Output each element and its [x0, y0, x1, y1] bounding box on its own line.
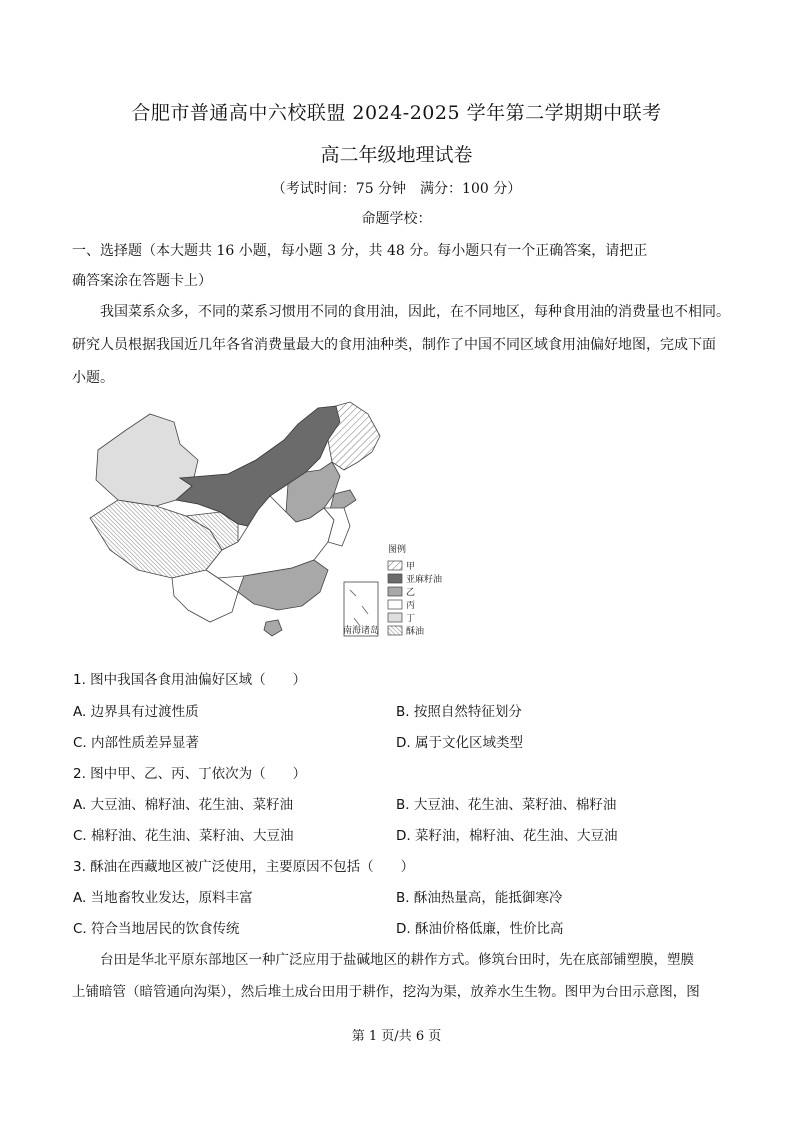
section-intro-line1: 一、选择题（本大题共 16 小题，每小题 3 分，共 48 分。每小题只有一个正确答案，请把正: [72, 243, 648, 259]
q3-option-d: D. 酥油价格低廉，性价比高: [396, 921, 564, 937]
q1-option-a: A. 边界具有过渡性质: [73, 704, 199, 720]
legend-item-flaxseed: [388, 573, 442, 585]
legend-item-ding: [388, 613, 415, 624]
q2-option-c: C. 棉籽油、花生油、菜籽油、大豆油: [73, 828, 294, 844]
legend-item-yi: [388, 587, 415, 598]
china-cooking-oil-map: [88, 400, 468, 652]
passage2-line1: 台田是华北平原东部地区一种广泛应用于盐碱地区的耕作方式。修筑台田时，先在底部铺塑膜，塑膜: [100, 952, 694, 968]
region-yunnan: [172, 570, 238, 622]
q1-option-c: C. 内部性质差异显著: [73, 735, 200, 751]
svg-text:丁: 丁: [406, 614, 416, 624]
svg-text:乙: 乙: [406, 588, 416, 598]
passage1-line2: 研究人员根据我国近几年各省消费量最大的食用油种类，制作了中国不同区域食用油偏好地图，完成下面: [72, 337, 716, 353]
exam-info: （考试时间：75 分钟 满分：100 分）: [271, 181, 522, 197]
legend-item-butter: [388, 625, 424, 637]
svg-text:酥油: 酥油: [406, 627, 425, 637]
legend-item-jia: [388, 561, 415, 572]
exam-subtitle: 高二年级地理试卷: [320, 144, 473, 166]
q1-option-d: D. 属于文化区域类型: [396, 735, 523, 751]
q3-option-b: B. 酥油热量高，能抵御寒冷: [396, 890, 563, 906]
exam-title: 合肥市普通高中六校联盟 2024-2025 学年第二学期期中联考: [131, 102, 662, 124]
region-hainan: [264, 620, 282, 636]
q3-option-c: C. 符合当地居民的饮食传统: [73, 921, 240, 937]
svg-text:亚麻籽油: 亚麻籽油: [406, 575, 443, 585]
q2-option-d: D. 菜籽油，棉籽油、花生油、大豆油: [396, 828, 618, 844]
svg-text:甲: 甲: [406, 562, 416, 572]
q2-option-a: A. 大豆油、棉籽油、花生油、菜籽油: [73, 797, 294, 813]
passage2-line2: 上铺暗管（暗管通向沟渠），然后堆土成台田用于耕作，挖沟为渠，放养水生生物。图甲为台田示意图，图: [72, 984, 700, 1000]
region-tibet: [90, 500, 222, 578]
section-intro-line2: 确答案涂在答题卡上）: [72, 273, 212, 289]
q3-stem: 3. 酥油在西藏地区被广泛使用，主要原因不包括（ ）: [73, 859, 415, 875]
passage1-line1: 我国菜系众多，不同的菜系习惯用不同的食用油，因此，在不同地区，每种食用油的消费量也不相同。: [100, 304, 730, 320]
q2-option-b: B. 大豆油、花生油、菜籽油、棉籽油: [396, 797, 617, 813]
passage1-line3: 小题。: [72, 370, 114, 386]
region-xinjiang: [96, 414, 198, 506]
q2-stem: 2. 图中甲、乙、丙、丁依次为（ ）: [73, 766, 307, 782]
legend-item-bing: [388, 600, 415, 611]
q1-option-b: B. 按照自然特征划分: [396, 704, 522, 720]
svg-text:丙: 丙: [406, 601, 416, 611]
school-label: 命题学校：: [361, 211, 432, 227]
map-svg: [88, 400, 468, 652]
page-number: 第 1 页/共 6 页: [351, 1029, 442, 1044]
inset-label: 南海诸岛: [342, 626, 380, 636]
q1-stem: 1. 图中我国各食用油偏好区域（ ）: [73, 672, 307, 688]
q3-option-a: A. 当地畜牧业发达，原料丰富: [73, 890, 253, 906]
legend-title: 图例: [388, 545, 407, 555]
